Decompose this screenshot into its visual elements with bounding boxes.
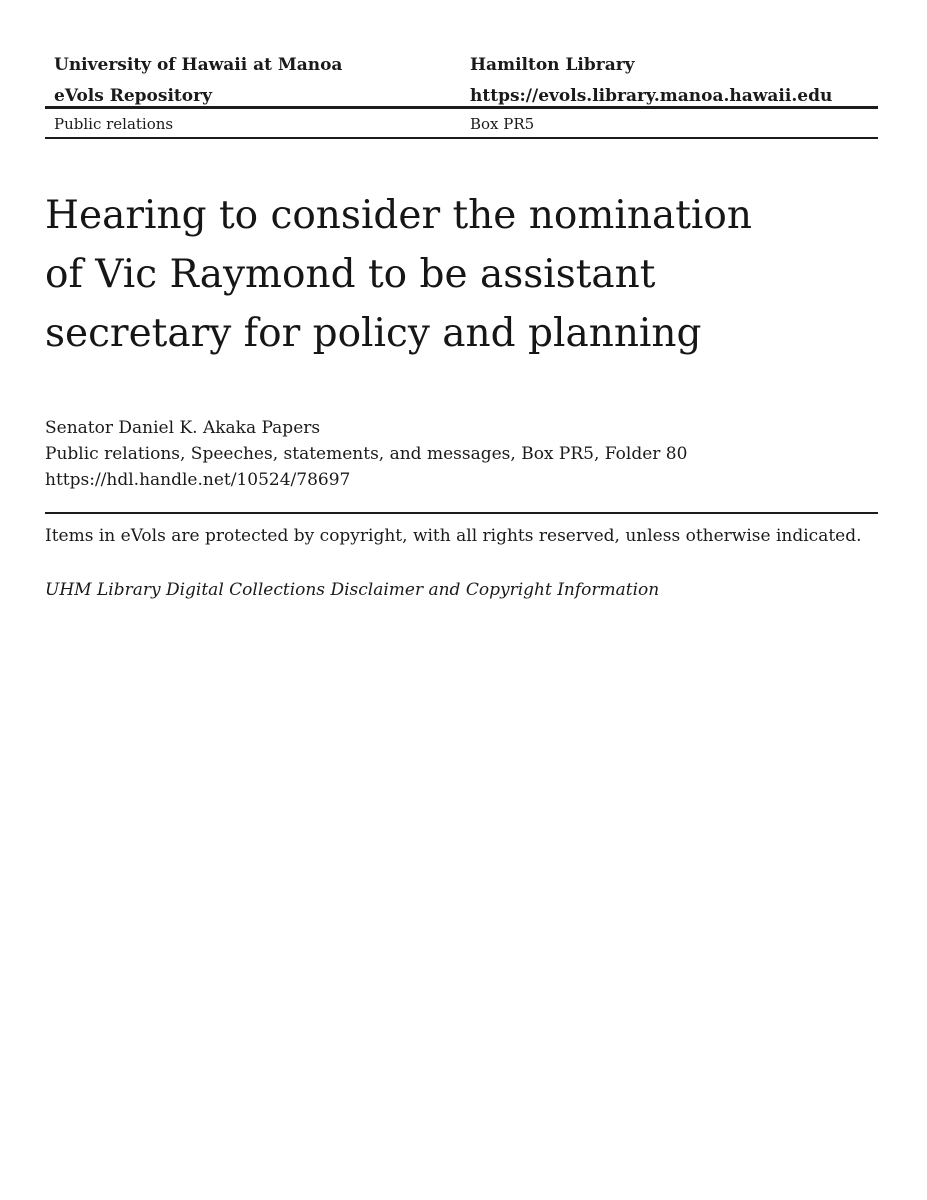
page-title-line: Hearing to consider the nomination — [45, 193, 752, 238]
footer-divider — [45, 512, 878, 514]
letterhead-repository: eVols Repository — [54, 86, 212, 106]
letterhead-library: Hamilton Library — [470, 55, 635, 75]
page-title-line: of Vic Raymond to be assistant — [45, 252, 656, 297]
letterhead-institution: University of Hawaii at Manoa — [54, 55, 343, 75]
page-title — [45, 186, 752, 363]
metadata-block — [45, 415, 687, 493]
citation-line: Public relations, Speeches, statements, and messages, Box PR5, Folder 80 — [45, 444, 688, 464]
handle-url-link[interactable]: https://hdl.handle.net/10524/78697 — [45, 470, 351, 490]
collection-name: Senator Daniel K. Akaka Papers — [45, 418, 321, 438]
rights-statement: Items in eVols are protected by copyright, with all rights reserved, unless otherwise indicated. — [45, 526, 862, 546]
letterhead-divider-thick — [45, 106, 878, 109]
letterhead-divider-thin — [45, 137, 878, 139]
series-label: Public relations — [54, 115, 174, 133]
page-title-line: secretary for policy and planning — [45, 311, 702, 356]
letterhead-site-url[interactable]: https://evols.library.manoa.hawaii.edu — [470, 86, 833, 106]
disclaimer-link[interactable]: UHM Library Digital Collections Disclaimer and Copyright Information — [45, 580, 660, 600]
box-label: Box PR5 — [470, 115, 535, 133]
